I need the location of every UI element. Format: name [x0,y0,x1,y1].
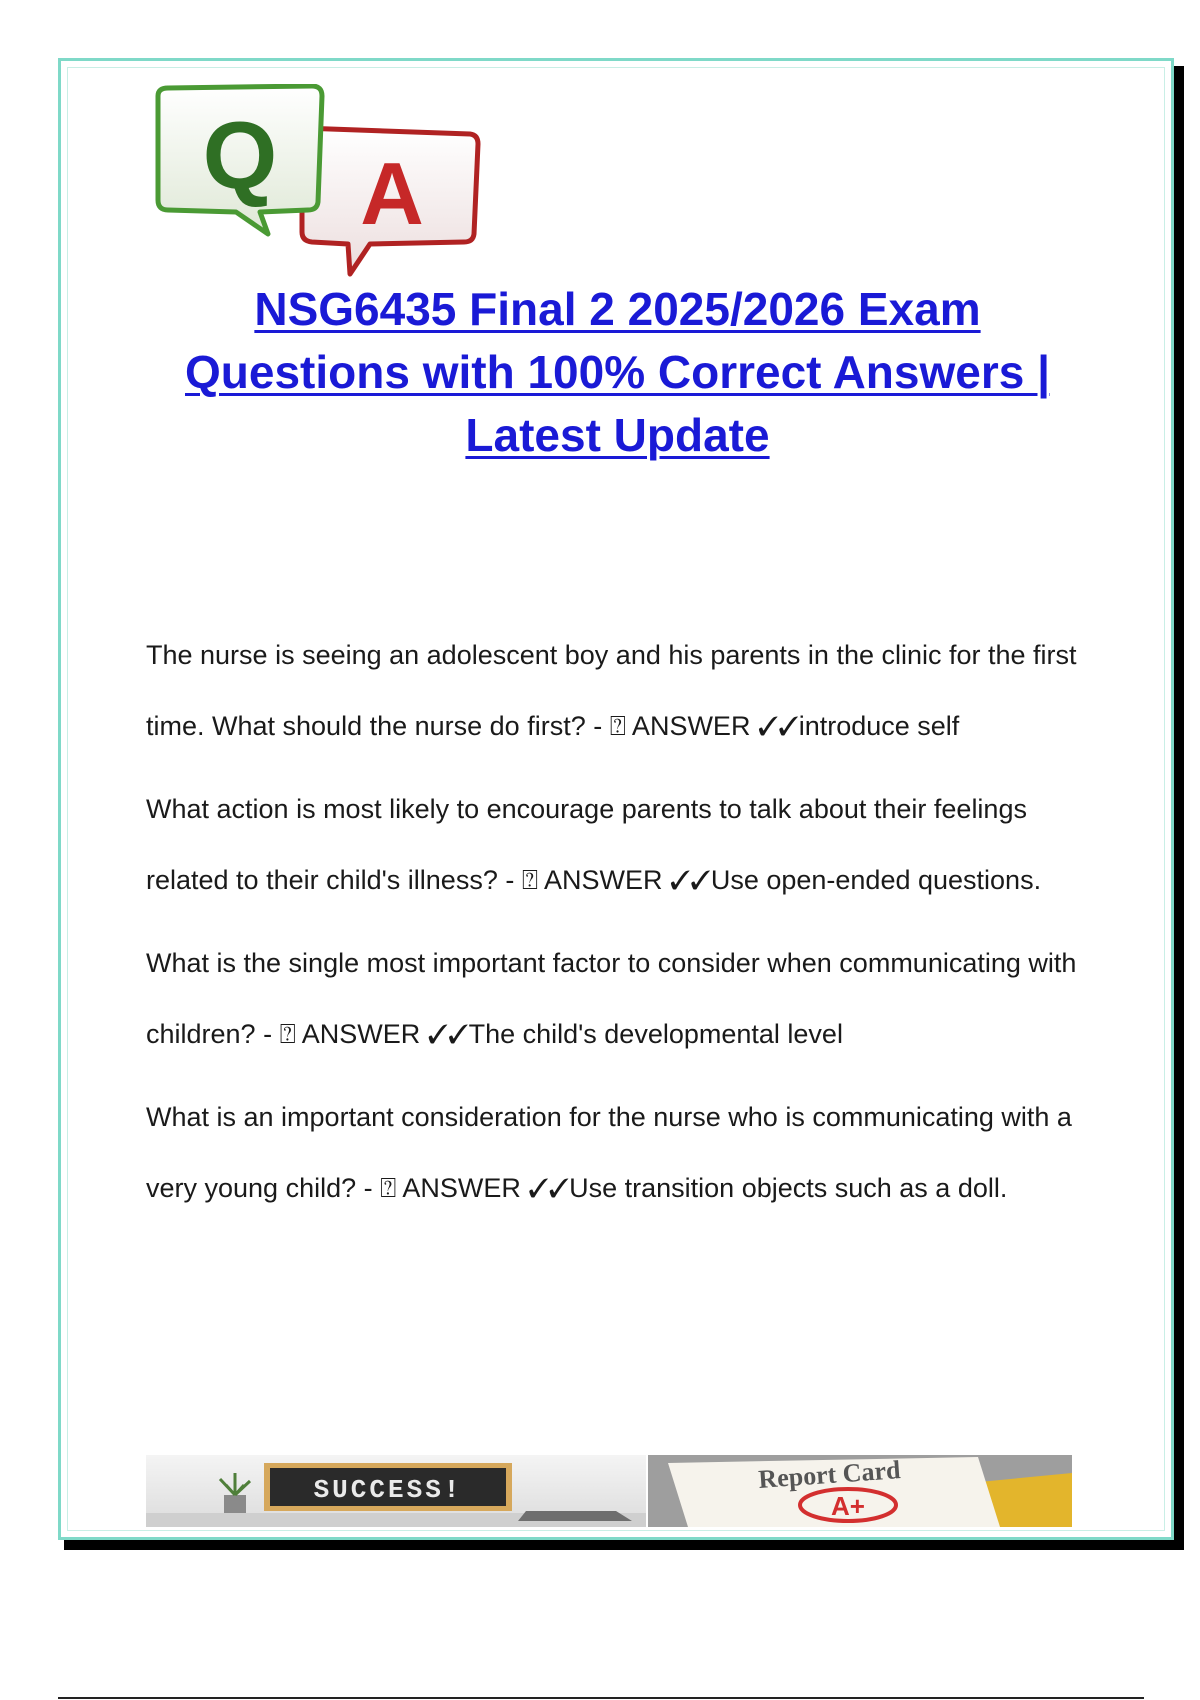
grade-text: A+ [831,1491,865,1521]
a-letter: A [360,144,424,243]
page-bottom-rule [58,1697,1144,1699]
question-text: What action is most likely to encourage parents to talk about their feelings related to their child's illness? - [146,794,1027,895]
answer-marker-icon: ⍰ [279,1019,296,1049]
answer-label: ANSWER ✓✓ [538,865,711,895]
qa-item [146,774,1106,916]
document-title[interactable] [130,278,1105,467]
success-banner-image [146,1455,646,1527]
question-text: The nurse is seeing an adolescent boy and his parents in the clinic for the first time. What should the nurse do first? - [146,640,1077,741]
answer-label: ANSWER ✓✓ [625,711,799,741]
qa-item [146,620,1106,762]
qa-list [146,620,1106,1236]
title-line-2[interactable]: Questions with 100% Correct Answers | [185,346,1050,398]
question-text: What is the single most important factor to consider when communicating with children? - [146,948,1077,1049]
answer-text: Use transition objects such as a doll. [569,1173,1008,1203]
report-card-banner-image [648,1455,1072,1527]
answer-text: Use open-ended questions. [710,865,1042,895]
answer-text: The child's developmental level [468,1019,843,1049]
title-line-3[interactable]: Latest Update [465,409,770,461]
qa-item [146,1082,1106,1224]
title-line-1[interactable]: NSG6435 Final 2 2025/2026 Exam [254,283,981,335]
answer-marker-icon: ⍰ [521,865,539,895]
success-text: SUCCESS! [313,1475,463,1505]
report-card-icon [648,1455,1072,1527]
q-letter: Q [202,102,278,209]
question-text: What is an important consideration for the nurse who is communicating with a very young child? - [146,1102,1072,1203]
qa-speech-bubbles-icon [152,84,482,280]
answer-marker-icon: ⍰ [609,711,626,741]
answer-label: ANSWER ✓✓ [295,1019,469,1049]
qa-item [146,928,1106,1070]
report-card-text: Report Card [757,1455,902,1494]
answer-label: ANSWER ✓✓ [396,1173,570,1203]
answer-text: introduce self [798,711,960,741]
answer-marker-icon: ⍰ [380,1173,397,1203]
success-chalkboard-icon [146,1455,646,1527]
